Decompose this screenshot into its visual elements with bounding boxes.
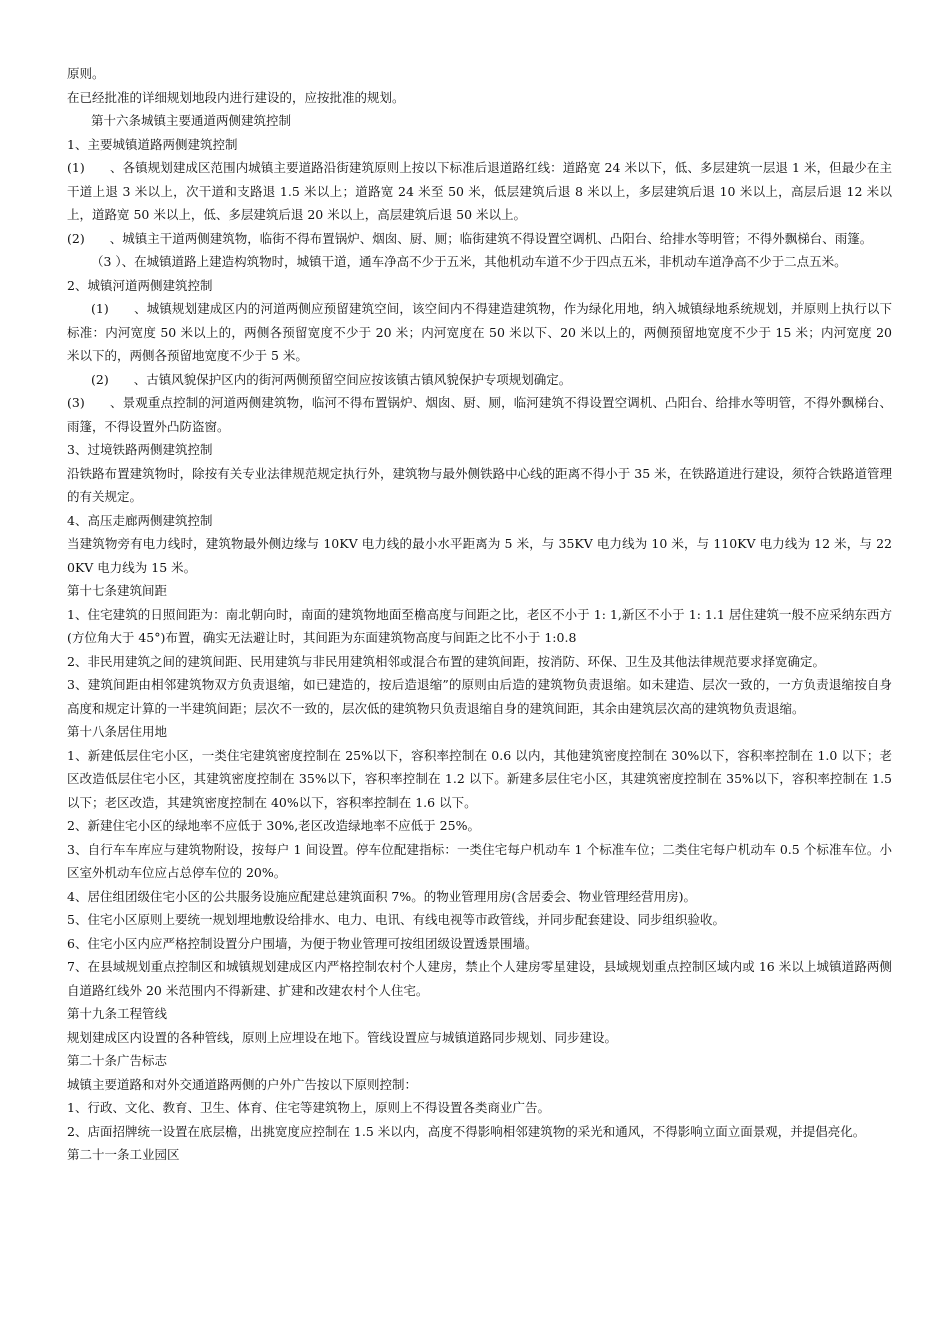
paragraph: 2、新建住宅小区的绿地率不应低于 30%,老区改造绿地率不应低于 25%。 xyxy=(67,818,480,833)
subsection-heading: 3、过境铁路两侧建筑控制 xyxy=(67,442,213,457)
subsection-heading: 1、主要城镇道路两侧建筑控制 xyxy=(67,136,238,152)
section-heading: 第二十条广告标志 xyxy=(67,1053,168,1068)
paragraph: 1、行政、文化、教育、卫生、体育、住宅等建筑物上，原则上不得设置各类商业广告。 xyxy=(67,1100,550,1115)
paragraph: (2) 、城镇主干道两侧建筑物，临街不得布置锅炉、烟囱、厨、厕；临街建筑不得设置空调机、凸阳台、给排水等明管；不得外飘梯台、雨篷。 xyxy=(67,230,873,246)
paragraph: 2、店面招牌统一设置在底层檐，出挑宽度应控制在 1.5 米以内，高度不得影响相邻建筑物的采光和通风，不得影响立面立面景观，并提倡亮化。 xyxy=(67,1123,866,1139)
paragraph: 6、住宅小区内应严格控制设置分户围墙，为便于物业管理可按组团级设置透景围墙。 xyxy=(67,935,538,951)
paragraph: 7、在县域规划重点控制区和城镇规划建成区内严格控制农村个人建房，禁止个人建房零星建设，县域规划重点控制区域内或 16 米以上城镇道路两侧自道路红线外 20 米范围内不得新建、扩建和改建农村个人住宅。 xyxy=(67,959,892,998)
paragraph: (1) 、城镇规划建成区内的河道两侧应预留建筑空间，该空间内不得建造建筑物，作为绿化用地，纳入城镇绿地系统规划，并原则上执行以下标准：内河宽度 50 米以上的，两侧各预留宽度不少于 20 米；内河宽度在 50 米以下、20 米以上的，两侧预留地宽度不少于 15 米；内河宽度 20 米以下的，两侧各预留地宽度不少于 5 米。 xyxy=(67,301,892,363)
section-heading: 第十九条工程管线 xyxy=(67,1006,168,1021)
paragraph: 在已经批准的详细规划地段内进行建设的，应按批准的规划。 xyxy=(67,89,405,105)
section-heading: 第二十一条工业园区 xyxy=(67,1147,180,1162)
paragraph: 3、自行车车库应与建筑物附设，按每户 1 间设置。停车位配建指标：一类住宅每户机动车 1 个标准车位；二类住宅每户机动车 0.5 个标准车位。小区室外机动车位应占总停车位的 20%。 xyxy=(67,841,892,880)
paragraph: 原则。 xyxy=(67,66,105,81)
paragraph: (1) 、各镇规划建成区范围内城镇主要道路沿街建筑原则上按以下标准后退道路红线：道路宽 24 米以下，低、多层建筑一层退 1 米，但最少在主干道上退 3 米以上，次干道和支路退 1.5 米以上；道路宽 24 米至 50 米，低层建筑后退 8 米以上，多层建筑后退 10 米以上，高层后退 12 米以上，道路宽 50 米以上，低、多层建筑后退 20 米以上，高层建筑后退 50 米以上。 xyxy=(67,160,892,222)
paragraph: 1、住宅建筑的日照间距为：南北朝向时，南面的建筑物地面至檐高度与间距之比，老区不小于 1: 1,新区不小于 1: 1.1 居住建筑一般不应采纳东西方(方位角大于 45°)布置，确实无法避让时，其间距为东面建筑物高度与间距之比不小于 1:0.8 xyxy=(67,606,892,645)
subsection-heading: 4、高压走廊两侧建筑控制 xyxy=(67,512,213,528)
paragraph: 5、住宅小区原则上要统一规划埋地敷设给排水、电力、电讯、有线电视等市政管线，并同步配套建设、同步组织验收。 xyxy=(67,912,725,927)
section-heading: 第十六条城镇主要通道两侧建筑控制 xyxy=(91,113,292,128)
subsection-heading: 2、城镇河道两侧建筑控制 xyxy=(67,277,213,293)
paragraph: 1、新建低层住宅小区，一类住宅建筑密度控制在 25%以下，容积率控制在 0.6 以内，其他建筑密度控制在 30%以下，容积率控制在 1.0 以下；老区改造低层住宅小区，其建筑密度控制在 35%以下，容积率控制在 1.2 以下。新建多层住宅小区，其建筑密度控制在 35%以下，容积率控制在 1.5 以下；老区改造，其建筑密度控制在 40%以下，容积率控制在 1.6 以下。 xyxy=(67,747,892,810)
section-heading: 第十七条建筑间距 xyxy=(67,583,168,598)
paragraph: 4、居住组团级住宅小区的公共服务设施应配建总建筑面积 7%。的物业管理用房(含居委会、物业管理经营用房)。 xyxy=(67,888,697,904)
paragraph: 沿铁路布置建筑物时，除按有关专业法律规范规定执行外，建筑物与最外侧铁路中心线的距离不得小于 35 米，在铁路道进行建设，须符合铁路道管理的有关规定。 xyxy=(67,465,892,504)
paragraph: (3) 、景观重点控制的河道两侧建筑物，临河不得布置锅炉、烟囱、厨、厕，临河建筑不得设置空调机、凸阳台、给排水等明管，不得外飘梯台、雨篷，不得设置外凸防盗窗。 xyxy=(67,395,892,434)
section-heading: 第十八条居住用地 xyxy=(67,724,168,739)
paragraph: 规划建成区内设置的各种管线，原则上应埋设在地下。管线设置应与城镇道路同步规划、同步建设。 xyxy=(67,1029,618,1045)
paragraph: (2) 、古镇风貌保护区内的街河两侧预留空间应按该镇古镇风貌保护专项规划确定。 xyxy=(91,371,572,387)
paragraph: 2、非民用建筑之间的建筑间距、民用建筑与非民用建筑相邻或混合布置的建筑间距，按消防、环保、卫生及其他法律规范要求择宽确定。 xyxy=(67,653,825,669)
paragraph: 3、建筑间距由相邻建筑物双方负责退缩，如已建造的，按后造退缩”的原则由后造的建筑物负责退缩。如未建造、层次一致的，一方负责退缩按自身高度和规定计算的一半建筑间距；层次不一致的，层次低的建筑物只负责退缩自身的建筑间距，其余由建筑层次高的建筑物负责退缩。 xyxy=(67,677,892,716)
paragraph: 当建筑物旁有电力线时，建筑物最外侧边缘与 10KV 电力线的最小水平距离为 5 米，与 35KV 电力线为 10 米，与 110KV 电力线为 12 米，与 220KV 电力线为 15 米。 xyxy=(67,536,892,575)
paragraph: 城镇主要道路和对外交通道路两侧的户外广告按以下原则控制： xyxy=(67,1076,418,1092)
paragraph: （3 ）、在城镇道路上建造构筑物时，城镇干道，通车净高不少于五米，其他机动车道不少于四点五米，非机动车道净高不少于二点五米。 xyxy=(91,254,847,269)
